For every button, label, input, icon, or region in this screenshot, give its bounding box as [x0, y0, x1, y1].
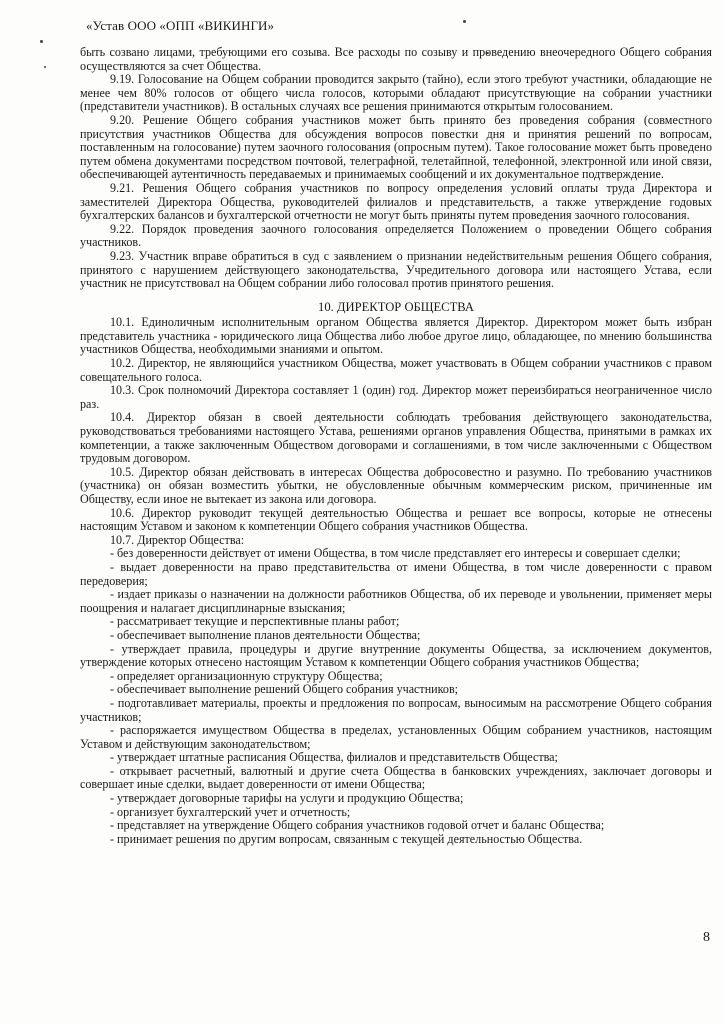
list-item: - распоряжается имуществом Общества в пределах, установленных Общим собранием участников, настоящим Уставом и действующим законодательством; [80, 723, 712, 751]
scan-speck [40, 40, 43, 43]
paragraph: 10.6. Директор руководит текущей деятельностью Общества и решает все вопросы, которые не отнесены настоящим Уставом и законом к компетенции Общего собрания участников Общества. [80, 505, 712, 534]
document-header: «Устав ООО «ОПП «ВИКИНГИ» [86, 18, 275, 33]
paragraph: 9.22. Порядок проведения заочного голосования определяется Положением о проведении Общего собрания участников. [80, 221, 712, 250]
list-item: - организует бухгалтерский учет и отчетность; [110, 804, 351, 819]
scan-speck [463, 20, 466, 23]
page-number: 8 [703, 930, 710, 945]
list-item: - обеспечивает выполнение решений Общего собрания участников; [110, 682, 459, 697]
paragraph: 10.5. Директор обязан действовать в интересах Общества добросовестно и разумно. По требованию участников (участника) он обязан возместить убытки, не обусловленные обычным коммерческим риском, причиненные им Обществу, если иное не вытекает из закона или договора. [80, 464, 712, 506]
list-item: - определяет организационную структуру Общества; [110, 668, 383, 683]
document-body [80, 46, 712, 846]
list-item: - подготавливает материалы, проекты и предложения по вопросам, выносимым на рассмотрение Общего собрания участников; [80, 695, 712, 724]
list-item: - выдает доверенности на право представительства от имени Общества, в том числе доверенности с правом передоверия; [80, 559, 712, 588]
paragraph: быть созвано лицами, требующими его созыва. Все расходы по созыву и проведению внеочередного Общего собрания осуществляются за счет Общества. [80, 45, 712, 73]
paragraph: 9.21. Решения Общего собрания участников по вопросу определения условий оплаты труда Директора и заместителей Директора Общества, руководителей филиалов и представительств, а также утверждение годовых бухгалтерских балансов и бухгалтерской отчетности не могут быть приняты путем проведения заочного голосования. [80, 180, 712, 223]
list-item: - представляет на утверждение Общего собрания участников годовой отчет и баланс Общества; [110, 818, 605, 833]
paragraph: 9.23. Участник вправе обратиться в суд с заявлением о признании недействительным решения Общего собрания, принятого с нарушением действующего законодательства, Учредительного договора или настоящего Устава, если участник не присутствовал на Общем собрании либо голосовал против принятого решения. [80, 248, 712, 291]
section-title: 10. ДИРЕКТОР ОБЩЕСТВА [318, 299, 474, 314]
list-item: - утверждает правила, процедуры и другие внутренние документы Общества, за исключением документов, утверждение которых отнесено настоящим Уставом к компетенции Общего собрания участников Общества; [80, 641, 712, 670]
paragraph: 9.20. Решение Общего собрания участников может быть принято без проведения собрания (совместного присутствия участников Общества для обсуждения вопросов повестки дня и принятия решений по вопросам, поставленным на голосование) путем заочного голосования (опросным путем). Такое голосование может быть проведено путем обмена документами посредством почтовой, телеграфной, телетайпной, телефонной, электронной или иной связи, обеспечивающей аутентичность передаваемых и принимаемых сообщений и их документальное подтверждение. [80, 112, 712, 182]
list-item: - без доверенности действует от имени Общества, в том числе представляет его интересы и совершает сделки; [110, 546, 681, 561]
list-item: - принимает решения по другим вопросам, связанным с текущей деятельностью Общества. [110, 831, 583, 846]
list-item: - открывает расчетный, валютный и другие счета Общества в банковских учреждениях, заключает договоры и совершает иные сделки, выдает доверенности от имени Общества; [80, 763, 712, 792]
paragraph: 9.19. Голосование на Общем собрании проводится закрыто (тайно), если этого требуют участники, обладающие не менее чем 80% голосов от общего числа голосов, которыми обладают присутствующие на собрании участники (представители участников). В остальных случаях все решения принимаются открытым голосованием. [80, 72, 712, 114]
scan-speck [44, 66, 46, 68]
paragraph: 10.3. Срок полномочий Директора составляет 1 (один) год. Директор может переизбираться неограниченное число раз. [80, 383, 712, 411]
paragraph: 10.2. Директор, не являющийся участником Общества, может участвовать в Общем собрании участников с правом совещательного голоса. [80, 356, 712, 384]
list-item: - рассматривает текущие и перспективные планы работ; [110, 614, 400, 629]
list-item: - утверждает договорные тарифы на услуги и продукцию Общества; [110, 791, 464, 806]
list-item: - утверждает штатные расписания Общества, филиалов и представительств Общества; [110, 750, 558, 765]
list-item: - обеспечивает выполнение планов деятельности Общества; [110, 627, 421, 642]
list-intro: 10.7. Директор Общества: [110, 532, 245, 547]
paragraph: 10.1. Единоличным исполнительным органом Общества является Директор. Директором может быть избран представитель участника - юридического лица Общества либо любое другое лицо, обладающее, по мнению большинства участников Общества, необходимыми знаниями и опытом. [80, 315, 712, 357]
list-item: - издает приказы о назначении на должности работников Общества, об их переводе и увольнении, применяет меры поощрения и налагает дисциплинарные взыскания; [80, 587, 712, 615]
paragraph: 10.4. Директор обязан в своей деятельности соблюдать требования действующего законодательства, руководствоваться требованиями настоящего Устава, решениями органов управления Общества, принятыми в рамках их компетенции, а также заключенным Обществом договорами и соглашениями, в том числе заключенными с Обществом трудовым договором. [80, 410, 712, 466]
